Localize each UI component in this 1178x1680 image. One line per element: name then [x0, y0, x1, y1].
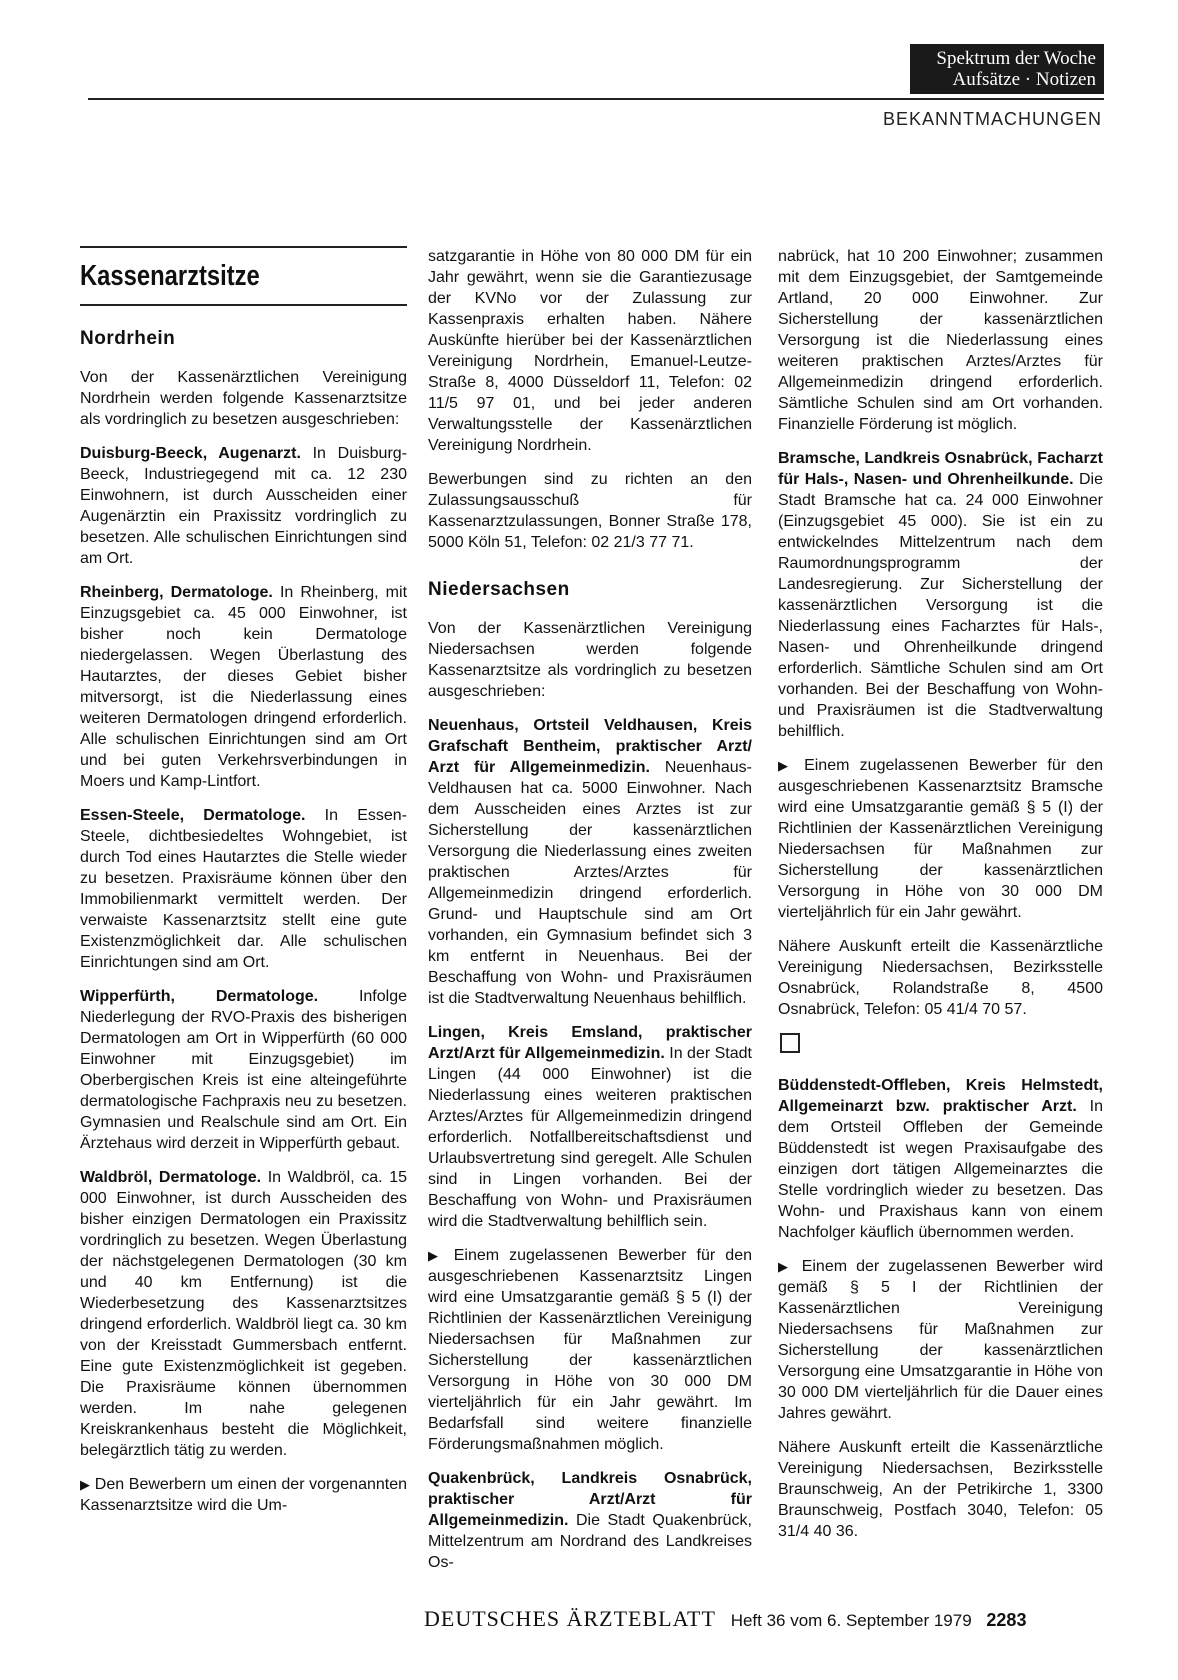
entry-heading: Essen-Steele, Dermatologe.	[80, 807, 306, 824]
triangle-bullet-icon: ▶	[778, 758, 794, 773]
title-bottom-rule	[80, 304, 407, 306]
paragraph: Nähere Auskunft erteilt die Kassenärztliche Vereinigung Niedersachsen, Bezirksstelle Braunschweig, An der Petrikirche 1, 3300 Braunschweig, Postfach 3040, Telefon: 05 31/4 40 36.	[778, 1439, 1103, 1540]
entry-heading: Wipperfürth, Dermatologe.	[80, 988, 319, 1005]
entry-heading: Waldbröl, Dermatologe.	[80, 1169, 262, 1186]
badge-line-2: Aufsätze · Notizen	[952, 69, 1096, 90]
paragraph: Von der Kassenärztlichen Vereinigung Niedersachsen werden folgende Kassenarztsitze als vordringlich zu besetzen ausgeschrieben:	[428, 620, 752, 700]
paragraph: Essen-Steele, Dermatologe. In Essen-Steele, dichtbesiedeltes Wohngebiet, ist durch Tod eines Hautarztes die Stelle wieder zu besetzen. Praxisräume können über den Immobilienmarkt vermittelt werden. Der verwaiste Kassenarztsitz stellt eine gute Existenzmöglichkeit dar. Alle schulischen Einrichtungen sind am Ort.	[80, 807, 407, 971]
paragraph: Wipperfürth, Dermatologe. Infolge Niederlegung der RVO-Praxis des bisherigen Dermatologen am Ort in Wipperfürth (60 000 Einwohner mit Einzugsgebiet) im Oberbergischen Kreis ist eine alteingeführte dermatologische Fachpraxis neu zu besetzen. Gymnasien und Realschule sind am Ort. Ein Ärztehaus wird derzeit in Wipperfürth gebaut.	[80, 988, 407, 1152]
paragraph: Lingen, Kreis Emsland, praktischer Arzt/Arzt für Allgemeinmedizin. In der Stadt Lingen (44 000 Einwohner) ist die Niederlassung eines weiteren praktischen Arztes/Arztes für Allgemeinmedizin dringend erforderlich. Notfallbereitschaftsdienst und Urlaubsvertretung sind geregelt. Alle Schulen sind in Lingen vorhanden. Bei der Beschaffung von Wohn- und Praxisräumen wird die Stadtverwaltung behilflich sein.	[428, 1024, 752, 1230]
triangle-bullet-icon: ▶	[428, 1248, 444, 1263]
section-label: BEKANNTMACHUNGEN	[882, 109, 1102, 129]
entry-heading: Neuenhaus, Ortsteil Veldhausen, Kreis Grafschaft Bentheim, praktischer Arzt/ Arzt für Allgemeinmedizin.	[428, 717, 752, 776]
triangle-bullet-icon: ▶	[80, 1477, 91, 1492]
article-title: Kassenarztsitze	[80, 260, 260, 292]
column-3	[778, 246, 1103, 1555]
paragraph: Duisburg-Beeck, Augenarzt. In Duisburg-Beeck, Industriegegend mit ca. 12 230 Einwohnern, ist durch Ausscheiden einer Augenärztin ein Praxissitz vordringlich zu besetzen. Alle schulischen Einrichtungen sind am Ort.	[80, 445, 408, 567]
paragraph: ▶ Einem zugelassenen Bewerber für den ausgeschriebenen Kassenarztsitz Bramsche wird eine Umsatzgarantie gemäß § 5 (I) der Richtlinien der Kassenärztlichen Vereinigung Niedersachsen für Maßnahmen zur Sicherstellung der kassenärztlichen Versorgung in Höhe von 30 000 DM vierteljährlich für ein Jahr gewährt.	[778, 757, 1103, 921]
title-top-rule	[80, 246, 407, 248]
section-badge	[910, 44, 1104, 94]
header-rule	[88, 98, 1104, 100]
paragraph: ▶ Den Bewerbern um einen der vorgenannten Kassenarztsitze wird die Um-	[80, 1476, 408, 1514]
paragraph: Quakenbrück, Landkreis Osnabrück, praktischer Arzt/Arzt für Allgemeinmedizin. Die Stadt Quakenbrück, Mittelzentrum am Nordrand des Landkreises Os-	[428, 1470, 752, 1571]
entry-heading: Büddenstedt-Offleben, Kreis Helmstedt, Allgemeinarzt bzw. praktischer Arzt.	[778, 1077, 1103, 1115]
paragraph: Nähere Auskunft erteilt die Kassenärztliche Vereinigung Niedersachsen, Bezirksstelle Osnabrück, Rolandstraße 8, 4500 Osnabrück, Telefon: 05 41/4 70 57.	[778, 938, 1103, 1018]
region-heading-nordrhein: Nordrhein	[80, 328, 176, 349]
column-1	[80, 246, 407, 1529]
entry-heading: Rheinberg, Dermatologe.	[80, 584, 273, 601]
region-heading-niedersachsen: Niedersachsen	[428, 579, 570, 600]
paragraph: Rheinberg, Dermatologe. In Rheinberg, mit Einzugsgebiet ca. 45 000 Einwohner, ist bisher noch kein Dermatologe niedergelassen. Wegen Überlastung des Hautarztes, der dieses Gebiet bisher mitversorgt, ist die Niederlassung eines weiteren Dermatologen dringend erforderlich. Alle schulischen Einrichtungen sind am Ort und bei guten Verkehrsverbindungen in Moers und Kamp-Lintfort.	[80, 584, 408, 790]
badge-line-1: Spektrum der Woche	[936, 48, 1096, 69]
issue-info: Heft 36 vom 6. September 1979	[730, 1611, 972, 1630]
page-footer	[424, 1606, 1026, 1632]
page-number: 2283	[986, 1610, 1027, 1630]
paragraph: satzgarantie in Höhe von 80 000 DM für ein Jahr gewährt, wenn sie die Garantiezusage der KVNo vor der Zulassung zur Kassenpraxis erhalten haben. Nähere Auskünfte hierüber bei der Kassenärztlichen Vereinigung Nordrhein, Emanuel-Leutze-Straße 8, 4000 Düsseldorf 11, Telefon: 02 11/5 97 01, und bei jeder anderen Verwaltungsstelle der Kassenärztlichen Vereinigung Nordrhein.	[428, 248, 752, 454]
journal-name: DEUTSCHES ÄRZTEBLATT	[424, 1606, 716, 1631]
entry-heading: Duisburg-Beeck, Augenarzt.	[80, 445, 301, 462]
paragraph: Büddenstedt-Offleben, Kreis Helmstedt, Allgemeinarzt bzw. praktischer Arzt. In dem Ortsteil Offleben der Gemeinde Büddenstedt ist wegen Praxisaufgabe des einzigen dort tätigen Allgemeinarztes die Stelle vordringlich wieder zu besetzen. Das Wohn- und Praxishaus kann von einem Nachfolger käuflich übernommen werden.	[778, 1077, 1103, 1241]
paragraph: ▶ Einem der zugelassenen Bewerber wird gemäß § 5 I der Richtlinien der Kassenärztlichen Vereinigung Niedersachsens für Maßnahmen zur Sicherstellung der kassenärztlichen Versorgung eine Umsatzgarantie in Höhe von 30 000 DM vierteljährlich für die Dauer eines Jahres gewährt.	[778, 1258, 1103, 1422]
column-2	[428, 246, 752, 1586]
end-of-section-square-icon	[780, 1033, 800, 1053]
entry-heading: Bramsche, Landkreis Osnabrück, Facharzt für Hals-, Nasen- und Ohrenheilkunde.	[778, 450, 1103, 488]
paragraph: Waldbröl, Dermatologe. In Waldbröl, ca. 15 000 Einwohner, ist durch Ausscheiden des bisher einzigen Dermatologen ein Praxissitz vordringlich zu besetzen. Wegen Überlastung der nächstgelegenen Dermatologen (30 km und 40 km Entfernung) ist die Wiederbesetzung des Kassenarztsitzes dringend erforderlich. Waldbröl liegt ca. 30 km von der Kreisstadt Gummersbach entfernt. Eine gute Existenzmöglichkeit ist gegeben. Die Praxisräume können übernommen werden. Im nahe gelegenen Kreiskrankenhaus besteht die Möglichkeit, belegärztlich tätig zu werden.	[80, 1169, 408, 1459]
entry-heading: Quakenbrück, Landkreis Osnabrück, praktischer Arzt/Arzt für Allgemeinmedizin.	[428, 1470, 752, 1529]
paragraph: Bramsche, Landkreis Osnabrück, Facharzt für Hals-, Nasen- und Ohrenheilkunde. Die Stadt Bramsche hat ca. 24 000 Einwohner (Einzugsgebiet 45 000). Sie ist ein zu entwickelndes Mittelzentrum nach dem Raumordnungsprogramm der Landesregierung. Zur Sicherstellung der kassenärztlichen Versorgung ist die Niederlassung eines Facharztes für Hals-, Nasen- und Ohrenheilkunde dringend erforderlich. Sämtliche Schulen sind am Ort vorhanden. Bei der Beschaffung von Wohn- und Praxisräumen ist die Stadtverwaltung behilflich.	[778, 450, 1104, 740]
triangle-bullet-icon: ▶	[778, 1259, 793, 1274]
paragraph: Von der Kassenärztlichen Vereinigung Nordrhein werden folgende Kassenarztsitze als vordringlich zu besetzen ausgeschrieben:	[80, 369, 407, 428]
paragraph: ▶ Einem zugelassenen Bewerber für den ausgeschriebenen Kassenarztsitz Lingen wird eine Umsatzgarantie gemäß § 5 (I) der Richtlinien der Kassenärztlichen Vereinigung Niedersachsen für Maßnahmen zur Sicherstellung der kassenärztlichen Versorgung in Höhe von 30 000 DM vierteljährlich für ein Jahr gewährt. Im Bedarfsfall sind weitere finanzielle Förderungsmaßnahmen möglich.	[428, 1247, 752, 1453]
paragraph: Neuenhaus, Ortsteil Veldhausen, Kreis Grafschaft Bentheim, praktischer Arzt/ Arzt für Allgemeinmedizin. Neuenhaus-Veldhausen hat ca. 5000 Einwohner. Nach dem Ausscheiden eines Arztes ist zur Sicherstellung der kassenärztlichen Versorgung die Niederlassung eines zweiten praktischen Arztes/Arztes für Allgemeinmedizin dringend erforderlich. Grund- und Hauptschule sind am Ort vorhanden, ein Gymnasium befindet sich 3 km entfernt in Neuenhaus. Bei der Beschaffung von Wohn- und Praxisräumen ist die Stadtverwaltung Neuenhaus behilflich.	[428, 717, 752, 1007]
entry-heading: Lingen, Kreis Emsland, praktischer Arzt/Arzt für Allgemeinmedizin.	[428, 1024, 752, 1062]
paragraph: Bewerbungen sind zu richten an den Zulassungsausschuß für Kassenarztzulassungen, Bonner Straße 178, 5000 Köln 51, Telefon: 02 21/3 77 71.	[428, 471, 752, 551]
paragraph: nabrück, hat 10 200 Einwohner; zusammen mit dem Einzugsgebiet, der Samtgemeinde Artland, 20 000 Einwohner. Zur Sicherstellung der kassenärztlichen Versorgung ist die Niederlassung eines weiteren praktischen Arztes/Arztes für Allgemeinmedizin dringend erforderlich. Sämtliche Schulen sind am Ort vorhanden. Finanzielle Förderung ist möglich.	[778, 248, 1103, 433]
